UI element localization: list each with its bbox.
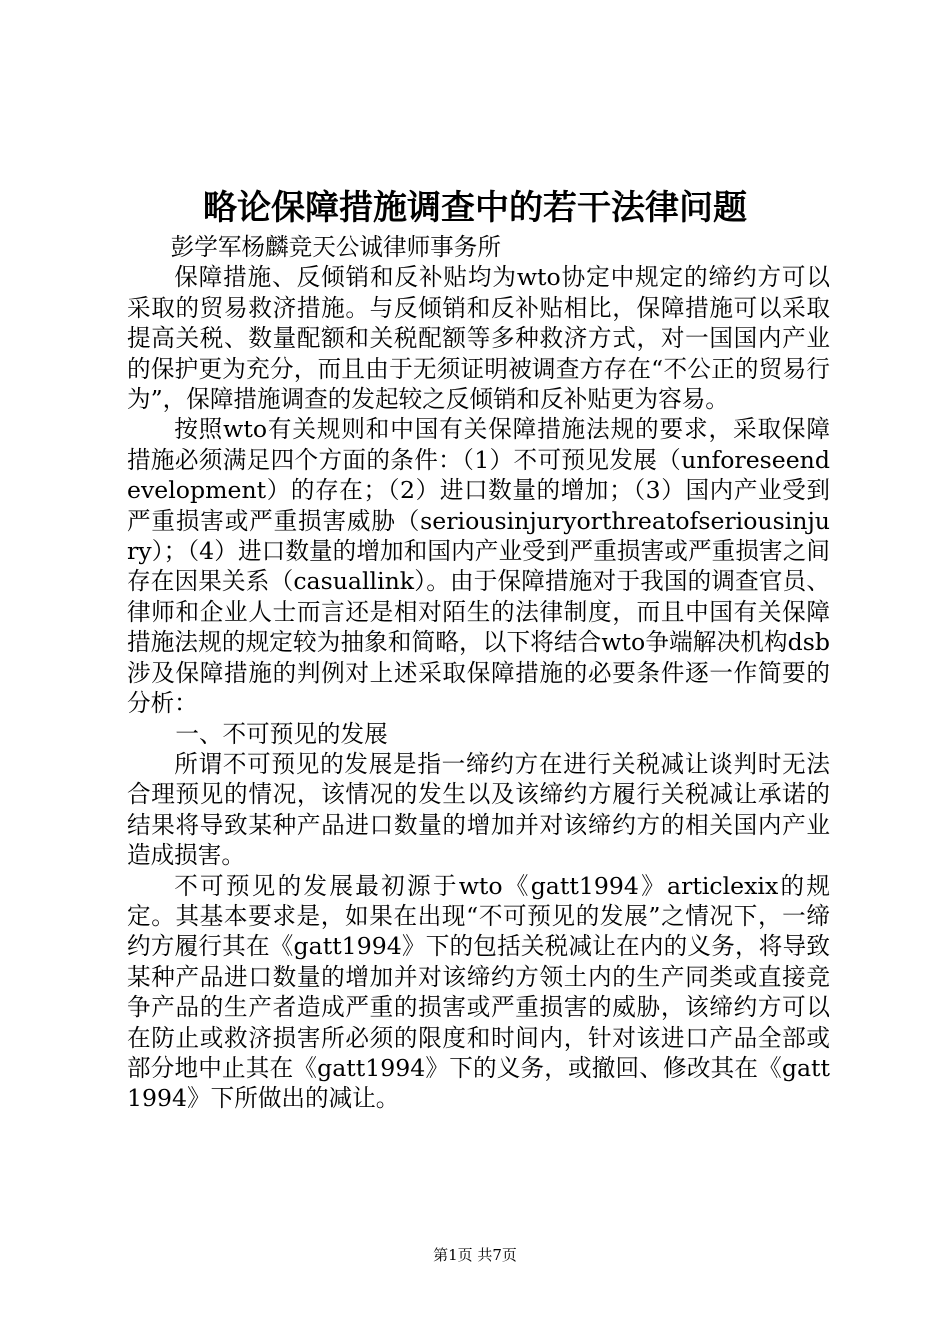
author-line: 彭学军杨麟竞天公诚律师事务所 — [170, 233, 501, 261]
paragraph-conditions: 按照wto有关规则和中国有关保障措施法规的要求，采取保障措施必须满足四个方面的条件：（1）不可预见发展（unforeseendevelopment）的存在；（2）进口数量的增加；（3）国内产业受到严重损害或严重损害威胁（seriousinjuryorthreatofseriousinjury）；（4）进口数量的增加和国内产业受到严重损害或严重损害之间存在因果关系（casuallink）。由于保障措施对于我国的调查官员、律师和企业人士而言还是相对陌生的法律制度，而且中国有关保障措施法规的规定较为抽象和简略，以下将结合wto争端解决机构dsb涉及保障措施的判例对上述采取保障措施的必要条件逐一作简要的分析： — [127, 415, 830, 718]
document-title: 略论保障措施调查中的若干法律问题 — [203, 188, 747, 228]
paragraph-definition: 所谓不可预见的发展是指一缔约方在进行关税减让谈判时无法合理预见的情况，该情况的发生以及该缔约方履行关税减让承诺的结果将导致某种产品进口数量的增加并对该缔约方的相关国内产业造成损害。 — [127, 749, 830, 870]
paragraph-intro: 保障措施、反倾销和反补贴均为wto协定中规定的缔约方可以采取的贸易救济措施。与反倾销和反补贴相比，保障措施可以采取提高关税、数量配额和关税配额等多种救济方式，对一国国内产业的保护更为充分，而且由于无须证明被调查方存在“不公正的贸易行为”，保障措施调查的发起较之反倾销和反补贴更为容易。 — [127, 263, 830, 414]
paragraph-origin: 不可预见的发展最初源于wto《gatt1994》articlexix的规定。其基本要求是，如果在出现“不可预见的发展”之情况下，一缔约方履行其在《gatt1994》下的包括关税减让在内的义务，将导致某种产品进口数量的增加并对该缔约方领土内的生产同类或直接竞争产品的生产者造成严重的损害或严重损害的威胁，该缔约方可以在防止或救济损害所必须的限度和时间内，针对该进口产品全部或部分地中止其在《gatt1994》下的义务，或撤回、修改其在《gatt1994》下所做出的减让。 — [127, 871, 830, 1113]
document-body — [127, 232, 830, 1114]
page-footer: 第1页 共7页 — [433, 1246, 517, 1264]
section-heading-unforeseen-development: 一、不可预见的发展 — [175, 719, 388, 748]
